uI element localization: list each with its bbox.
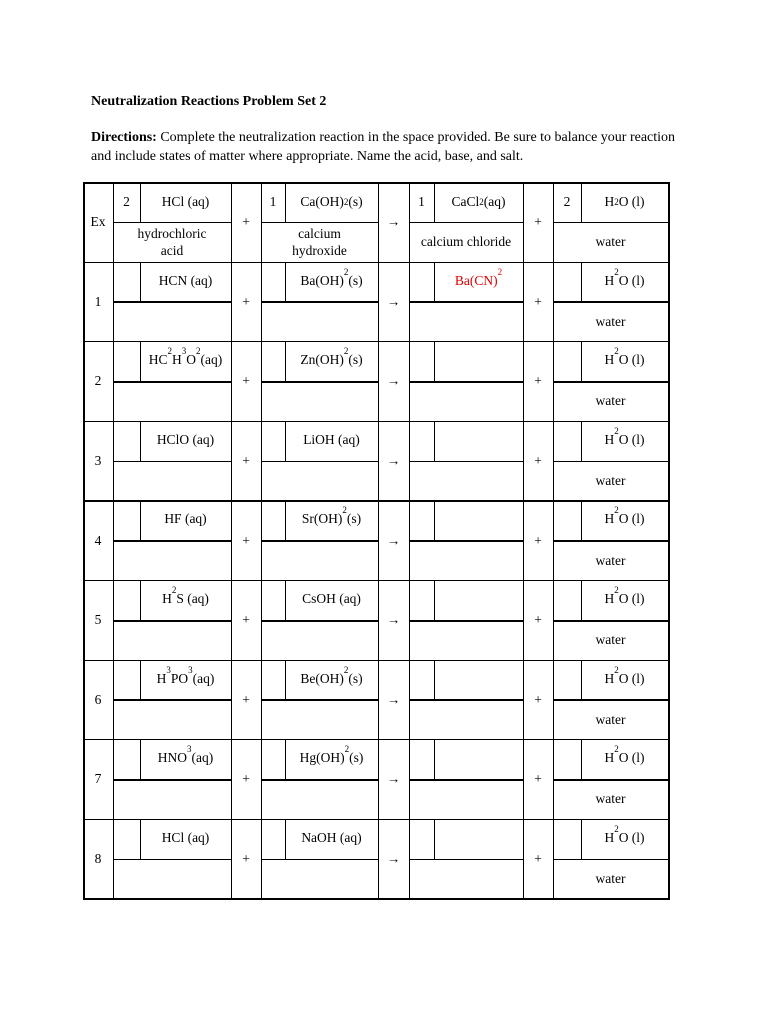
row-label: Ex — [90, 214, 106, 230]
acid-name[interactable] — [113, 461, 231, 501]
row-label: 6 — [94, 691, 102, 707]
salt-formula[interactable] — [434, 739, 523, 779]
plus-sign: + — [242, 612, 250, 628]
salt-name: calcium chloride — [420, 234, 512, 250]
water-coefficient[interactable] — [553, 660, 581, 700]
salt-formula[interactable] — [434, 421, 523, 461]
water-name: water — [595, 313, 626, 329]
water-coefficient[interactable] — [553, 421, 581, 461]
base-formula: Sr(OH) 2 (s) — [301, 505, 362, 527]
base-coefficient[interactable] — [261, 500, 285, 540]
arrow-icon: → — [386, 214, 401, 230]
plus-sign: + — [242, 293, 250, 309]
water-coefficient[interactable] — [553, 500, 581, 540]
acid-name[interactable] — [113, 699, 231, 739]
salt-formula[interactable] — [434, 580, 523, 620]
water-name: water — [595, 791, 626, 807]
plus-sign: + — [534, 453, 542, 469]
row-label: 7 — [94, 771, 102, 787]
table-border-bottom — [83, 898, 670, 900]
water-coefficient[interactable] — [553, 341, 581, 381]
salt-formula[interactable] — [434, 819, 523, 859]
water-name: water — [595, 234, 626, 250]
acid-coefficient[interactable]: 2 — [123, 194, 130, 210]
base-coefficient[interactable] — [261, 341, 285, 381]
plus-sign: + — [534, 532, 542, 548]
base-coefficient[interactable] — [261, 819, 285, 859]
base-coefficient[interactable]: 1 — [269, 194, 277, 210]
base-formula: Hg(OH) 2 (s) — [299, 744, 364, 766]
base-coefficient[interactable] — [261, 262, 285, 302]
base-coefficient[interactable] — [261, 580, 285, 620]
base-name[interactable] — [261, 699, 378, 739]
salt-coefficient[interactable] — [409, 500, 434, 540]
arrow-icon: → — [386, 851, 401, 867]
plus-sign: + — [534, 293, 542, 309]
acid-name: hydrochloric acid — [137, 225, 207, 258]
base-coefficient[interactable] — [261, 739, 285, 779]
water-formula: H 2 O (l) — [604, 823, 645, 845]
salt-coefficient[interactable]: 1 — [418, 194, 425, 210]
plus-sign: + — [242, 851, 250, 867]
acid-formula: HNO 3 (aq) — [157, 744, 214, 766]
water-coefficient[interactable] — [553, 262, 581, 302]
page-title: Neutralization Reactions Problem Set 2 — [91, 94, 327, 109]
plus-sign: + — [534, 691, 542, 707]
salt-formula[interactable] — [434, 341, 523, 381]
arrow-icon: → — [386, 691, 401, 707]
base-name: calcium hydroxide — [292, 225, 347, 258]
base-formula: Be(OH) 2 (s) — [300, 664, 363, 686]
water-formula: H 2 O (l) — [604, 585, 645, 606]
row-label: 5 — [94, 612, 102, 628]
base-coefficient[interactable] — [261, 660, 285, 700]
row-label: 1 — [94, 293, 102, 309]
arrow-icon: → — [386, 612, 401, 628]
arrow-icon: → — [386, 373, 401, 389]
base-name[interactable] — [261, 301, 378, 341]
base-formula: Ca(OH) 2 (s) — [300, 194, 363, 210]
water-formula: H 2 O (l) — [604, 266, 645, 288]
salt-name[interactable] — [409, 699, 523, 739]
base-formula: LiOH (aq) — [303, 431, 360, 447]
directions-text: Complete the neutralization reaction in the space provided. Be sure to balance your reaction and include states of matter where appropriate. Name the acid, base, and salt. — [91, 130, 676, 164]
salt-name[interactable] — [409, 301, 523, 341]
salt-coefficient[interactable] — [409, 421, 434, 461]
salt-formula[interactable] — [434, 500, 523, 540]
row-label: 3 — [94, 453, 102, 469]
plus-sign: + — [534, 612, 542, 628]
base-name[interactable] — [261, 461, 378, 501]
acid-name[interactable] — [113, 301, 231, 341]
acid-name[interactable] — [113, 540, 231, 580]
salt-name[interactable] — [409, 859, 523, 899]
plus-sign: + — [534, 771, 542, 787]
salt-name[interactable] — [409, 461, 523, 501]
plus-sign: + — [242, 532, 250, 548]
salt-name[interactable] — [409, 779, 523, 819]
plus-sign: + — [242, 214, 250, 230]
acid-formula: HClO (aq) — [156, 431, 215, 447]
water-coefficient[interactable]: 2 — [563, 194, 571, 210]
acid-formula: H 2 S (aq) — [162, 585, 209, 606]
acid-formula: HC 2 H 3 O 2 (aq) — [148, 346, 223, 368]
acid-name[interactable] — [113, 620, 231, 660]
salt-name[interactable] — [409, 620, 523, 660]
table-border-right — [668, 182, 670, 898]
salt-formula[interactable]: Ba(CN) 2 — [454, 266, 503, 288]
water-name: water — [595, 711, 626, 727]
acid-coefficient[interactable] — [113, 819, 140, 859]
water-coefficient[interactable] — [553, 819, 581, 859]
base-formula: Zn(OH) 2 (s) — [300, 346, 363, 368]
base-coefficient[interactable] — [261, 421, 285, 461]
salt-name[interactable] — [409, 540, 523, 580]
base-name[interactable] — [261, 779, 378, 819]
acid-coefficient[interactable] — [113, 660, 140, 700]
base-formula: Ba(OH) 2 (s) — [300, 266, 363, 288]
water-name: water — [595, 632, 626, 648]
base-name[interactable] — [261, 620, 378, 660]
water-formula: H 2 O (l) — [604, 744, 645, 766]
water-coefficient[interactable] — [553, 739, 581, 779]
arrow-icon: → — [386, 293, 401, 309]
plus-sign: + — [534, 373, 542, 389]
directions-label: Directions: — [91, 130, 157, 145]
water-name: water — [595, 472, 626, 488]
plus-sign: + — [242, 453, 250, 469]
salt-name[interactable] — [409, 381, 523, 421]
plus-sign: + — [242, 691, 250, 707]
salt-coefficient[interactable] — [409, 739, 434, 779]
arrow-icon: → — [386, 532, 401, 548]
base-formula: CsOH (aq) — [302, 591, 361, 606]
acid-formula: HCl (aq) — [161, 194, 210, 210]
base-name[interactable] — [261, 381, 378, 421]
acid-formula: HCl (aq) — [161, 829, 210, 845]
water-formula: H 2 O (l) — [604, 346, 645, 368]
water-name: water — [595, 870, 626, 886]
acid-name[interactable] — [113, 859, 231, 899]
acid-coefficient[interactable] — [113, 739, 140, 779]
water-formula: H 2 O (l) — [604, 425, 645, 447]
base-formula: NaOH (aq) — [301, 829, 362, 845]
acid-coefficient[interactable] — [113, 580, 140, 620]
arrow-icon: → — [386, 453, 401, 469]
plus-sign: + — [242, 771, 250, 787]
water-coefficient[interactable] — [553, 580, 581, 620]
arrow-icon: → — [386, 771, 401, 787]
acid-coefficient[interactable] — [113, 421, 140, 461]
acid-coefficient[interactable] — [113, 341, 140, 381]
plus-sign: + — [534, 214, 542, 230]
water-name: water — [595, 552, 626, 568]
plus-sign: + — [534, 851, 542, 867]
acid-coefficient[interactable] — [113, 500, 140, 540]
row-label: 2 — [94, 373, 102, 389]
row-label: 4 — [94, 532, 102, 548]
salt-formula: CaCl 2 (aq) — [451, 194, 506, 210]
acid-formula: H 3 PO 3 (aq) — [156, 664, 215, 686]
salt-formula[interactable] — [434, 660, 523, 700]
salt-coefficient[interactable] — [409, 341, 434, 381]
acid-formula: HCN (aq) — [158, 272, 213, 288]
salt-coefficient[interactable] — [409, 660, 434, 700]
salt-coefficient[interactable] — [409, 580, 434, 620]
acid-formula: HF (aq) — [164, 511, 207, 527]
acid-coefficient[interactable] — [113, 262, 140, 302]
water-formula: H 2 O (l) — [604, 664, 645, 686]
water-formula: H 2 O (l) — [604, 194, 645, 210]
row-label: 8 — [94, 851, 102, 867]
acid-name[interactable] — [113, 381, 231, 421]
water-name: water — [595, 393, 626, 409]
water-formula: H 2 O (l) — [604, 505, 645, 527]
base-name[interactable] — [261, 859, 378, 899]
salt-coefficient[interactable] — [409, 262, 434, 302]
base-name[interactable] — [261, 540, 378, 580]
salt-coefficient[interactable] — [409, 819, 434, 859]
acid-name[interactable] — [113, 779, 231, 819]
plus-sign: + — [242, 373, 250, 389]
